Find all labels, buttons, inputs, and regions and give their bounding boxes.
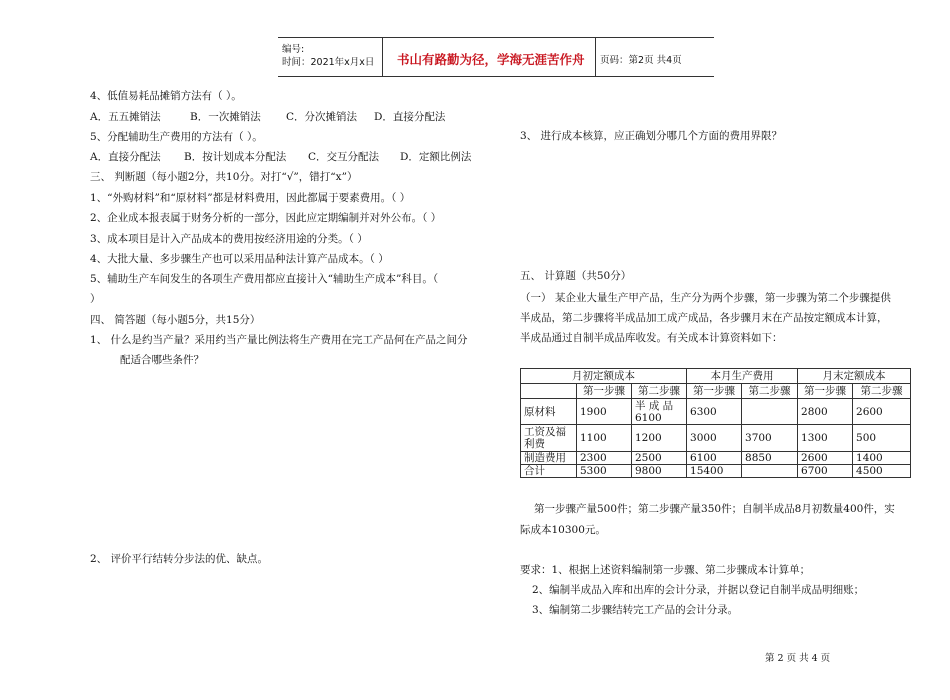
judge-5: 5、辅助生产车间发生的各项生产费用都应直接计入“辅助生产成本”科目。（ — [90, 273, 439, 285]
table-cell: 6100 — [687, 452, 742, 465]
table-cell: 5300 — [577, 465, 632, 478]
q4-option-b: B．一次摊销法 — [190, 111, 261, 123]
table-cell: 1100 — [577, 425, 632, 452]
motto: 书山有路勤为径，学海无涯苦作舟 — [397, 52, 585, 67]
table-cell: 2500 — [632, 452, 687, 465]
page-footer: 第 2 页 共 4 页 — [765, 653, 831, 664]
requirement-3: 3、编制第二步骤结转完工产品的会计分录。 — [532, 604, 739, 616]
table-cell: 8850 — [742, 452, 798, 465]
table-cell: 4500 — [853, 465, 911, 478]
judge-5-end: ） — [90, 293, 101, 305]
q4-option-d: D．直接分配法 — [374, 111, 446, 123]
table-row — [521, 465, 911, 478]
table-cell: 1400 — [853, 452, 911, 465]
row-label: 工资及福 利费 — [521, 425, 577, 452]
table-cell: 15400 — [687, 465, 742, 478]
judge-3: 3、成本项目是计入产品成本的费用按经济用途的分类。（ ） — [90, 233, 368, 245]
group-header: 本月生产费用 — [687, 369, 798, 384]
q4-option-a: A．五五摊销法 — [90, 111, 161, 123]
judge-1: 1、“外购材料”和“原材料”都是材料费用，因此都属于要素费用。（ ） — [90, 192, 411, 204]
table-row — [521, 425, 911, 452]
section-4-title: 四、 简答题（每小题5分，共15分） — [90, 314, 261, 326]
table-cell: 6700 — [798, 465, 853, 478]
group-header: 月初定额成本 — [521, 369, 687, 384]
page-label: 页码：第2页 共4页 — [600, 55, 682, 66]
table-row — [521, 399, 911, 425]
row-label: 合计 — [521, 465, 577, 478]
q5-option-c: C．交互分配法 — [308, 151, 380, 163]
cost-data-table — [520, 368, 911, 478]
problem-1-line-1: （一） 某企业大量生产甲产品，生产分为两个步骤，第一步骤为第二个步骤提供 — [520, 292, 891, 304]
table-cell: 2300 — [577, 452, 632, 465]
requirement-2: 2、编制半成品入库和出库的会计分录，并据以登记自制半成品明细账； — [532, 584, 865, 596]
table-cell: 2800 — [798, 399, 853, 425]
table-cell: 9800 — [632, 465, 687, 478]
step-header: 第二步骤 — [742, 384, 798, 399]
table-cell: 500 — [853, 425, 911, 452]
table-cell: 6300 — [687, 399, 742, 425]
table-cell — [742, 399, 798, 425]
short-1: 1、 什么是约当产量？采用约当产量比例法将生产费用在完工产品何在产品之间分 — [90, 334, 468, 346]
table-step-row — [521, 384, 911, 399]
step-header: 第二步骤 — [853, 384, 911, 399]
table-cell — [742, 465, 798, 478]
problem-1-line-2: 半成品，第二步骤将半成品加工成产成品，各步骤月末在产品按定额成本计算， — [520, 312, 888, 324]
empty-cell — [521, 384, 577, 399]
short-1-cont: 配适合哪些条件？ — [120, 354, 204, 366]
section-5-title: 五、 计算题（共50分） — [520, 270, 632, 282]
q5-option-b: B．按计划成本分配法 — [184, 151, 287, 163]
group-header: 月末定额成本 — [798, 369, 911, 384]
judge-2: 2、企业成本报表属于财务分析的一部分，因此应定期编制并对外公布。（ ） — [90, 212, 442, 224]
short-3: 3、 进行成本核算，应正确划分哪几个方面的费用界限？ — [520, 130, 783, 142]
row-label: 制造费用 — [521, 452, 577, 465]
table-cell: 1900 — [577, 399, 632, 425]
section-3-title: 三、 判断题（每小题2分，共10分。对打“√”，错打“x”） — [90, 171, 358, 183]
table-cell: 半 成 品 6100 — [632, 399, 687, 425]
step-header: 第一步骤 — [798, 384, 853, 399]
q5-option-a: A．直接分配法 — [90, 151, 161, 163]
step-header: 第一步骤 — [577, 384, 632, 399]
header-motto-cell — [383, 38, 596, 76]
table-cell: 2600 — [853, 399, 911, 425]
page-header — [278, 37, 714, 77]
judge-4: 4、大批大量、多步骤生产也可以采用品种法计算产品成本。（ ） — [90, 253, 389, 265]
table-cell: 1300 — [798, 425, 853, 452]
table-group-row — [521, 369, 911, 384]
header-page-cell — [596, 38, 714, 76]
after-table-line-2: 际成本10300元。 — [520, 524, 606, 536]
row-label: 原材料 — [521, 399, 577, 425]
step-header: 第二步骤 — [632, 384, 687, 399]
time-label: 时间：2021年x月x日 — [282, 57, 375, 68]
step-header: 第一步骤 — [687, 384, 742, 399]
code-label: 编号: — [282, 44, 305, 55]
requirement-1: 要求：1、根据上述资料编制第一步骤、第二步骤成本计算单； — [520, 564, 811, 576]
header-info-cell — [278, 38, 383, 76]
problem-1-line-3: 半成品通过自制半成品库收发。有关成本计算资料如下： — [520, 332, 783, 344]
table-cell: 1200 — [632, 425, 687, 452]
short-2: 2、 评价平行结转分步法的优、缺点。 — [90, 553, 269, 565]
q4-option-c: C．分次摊销法 — [286, 111, 358, 123]
question-4: 4、低值易耗品摊销方法有（ ）。 — [90, 90, 242, 102]
table-row — [521, 452, 911, 465]
q5-option-d: D．定额比例法 — [400, 151, 472, 163]
question-5: 5、分配辅助生产费用的方法有（ ）。 — [90, 131, 263, 143]
table-cell: 3700 — [742, 425, 798, 452]
table-cell: 3000 — [687, 425, 742, 452]
table-cell: 2600 — [798, 452, 853, 465]
after-table-line-1: 第一步骤产量500件；第二步骤产量350件；自制半成品8月初数量400件，实 — [534, 503, 895, 515]
